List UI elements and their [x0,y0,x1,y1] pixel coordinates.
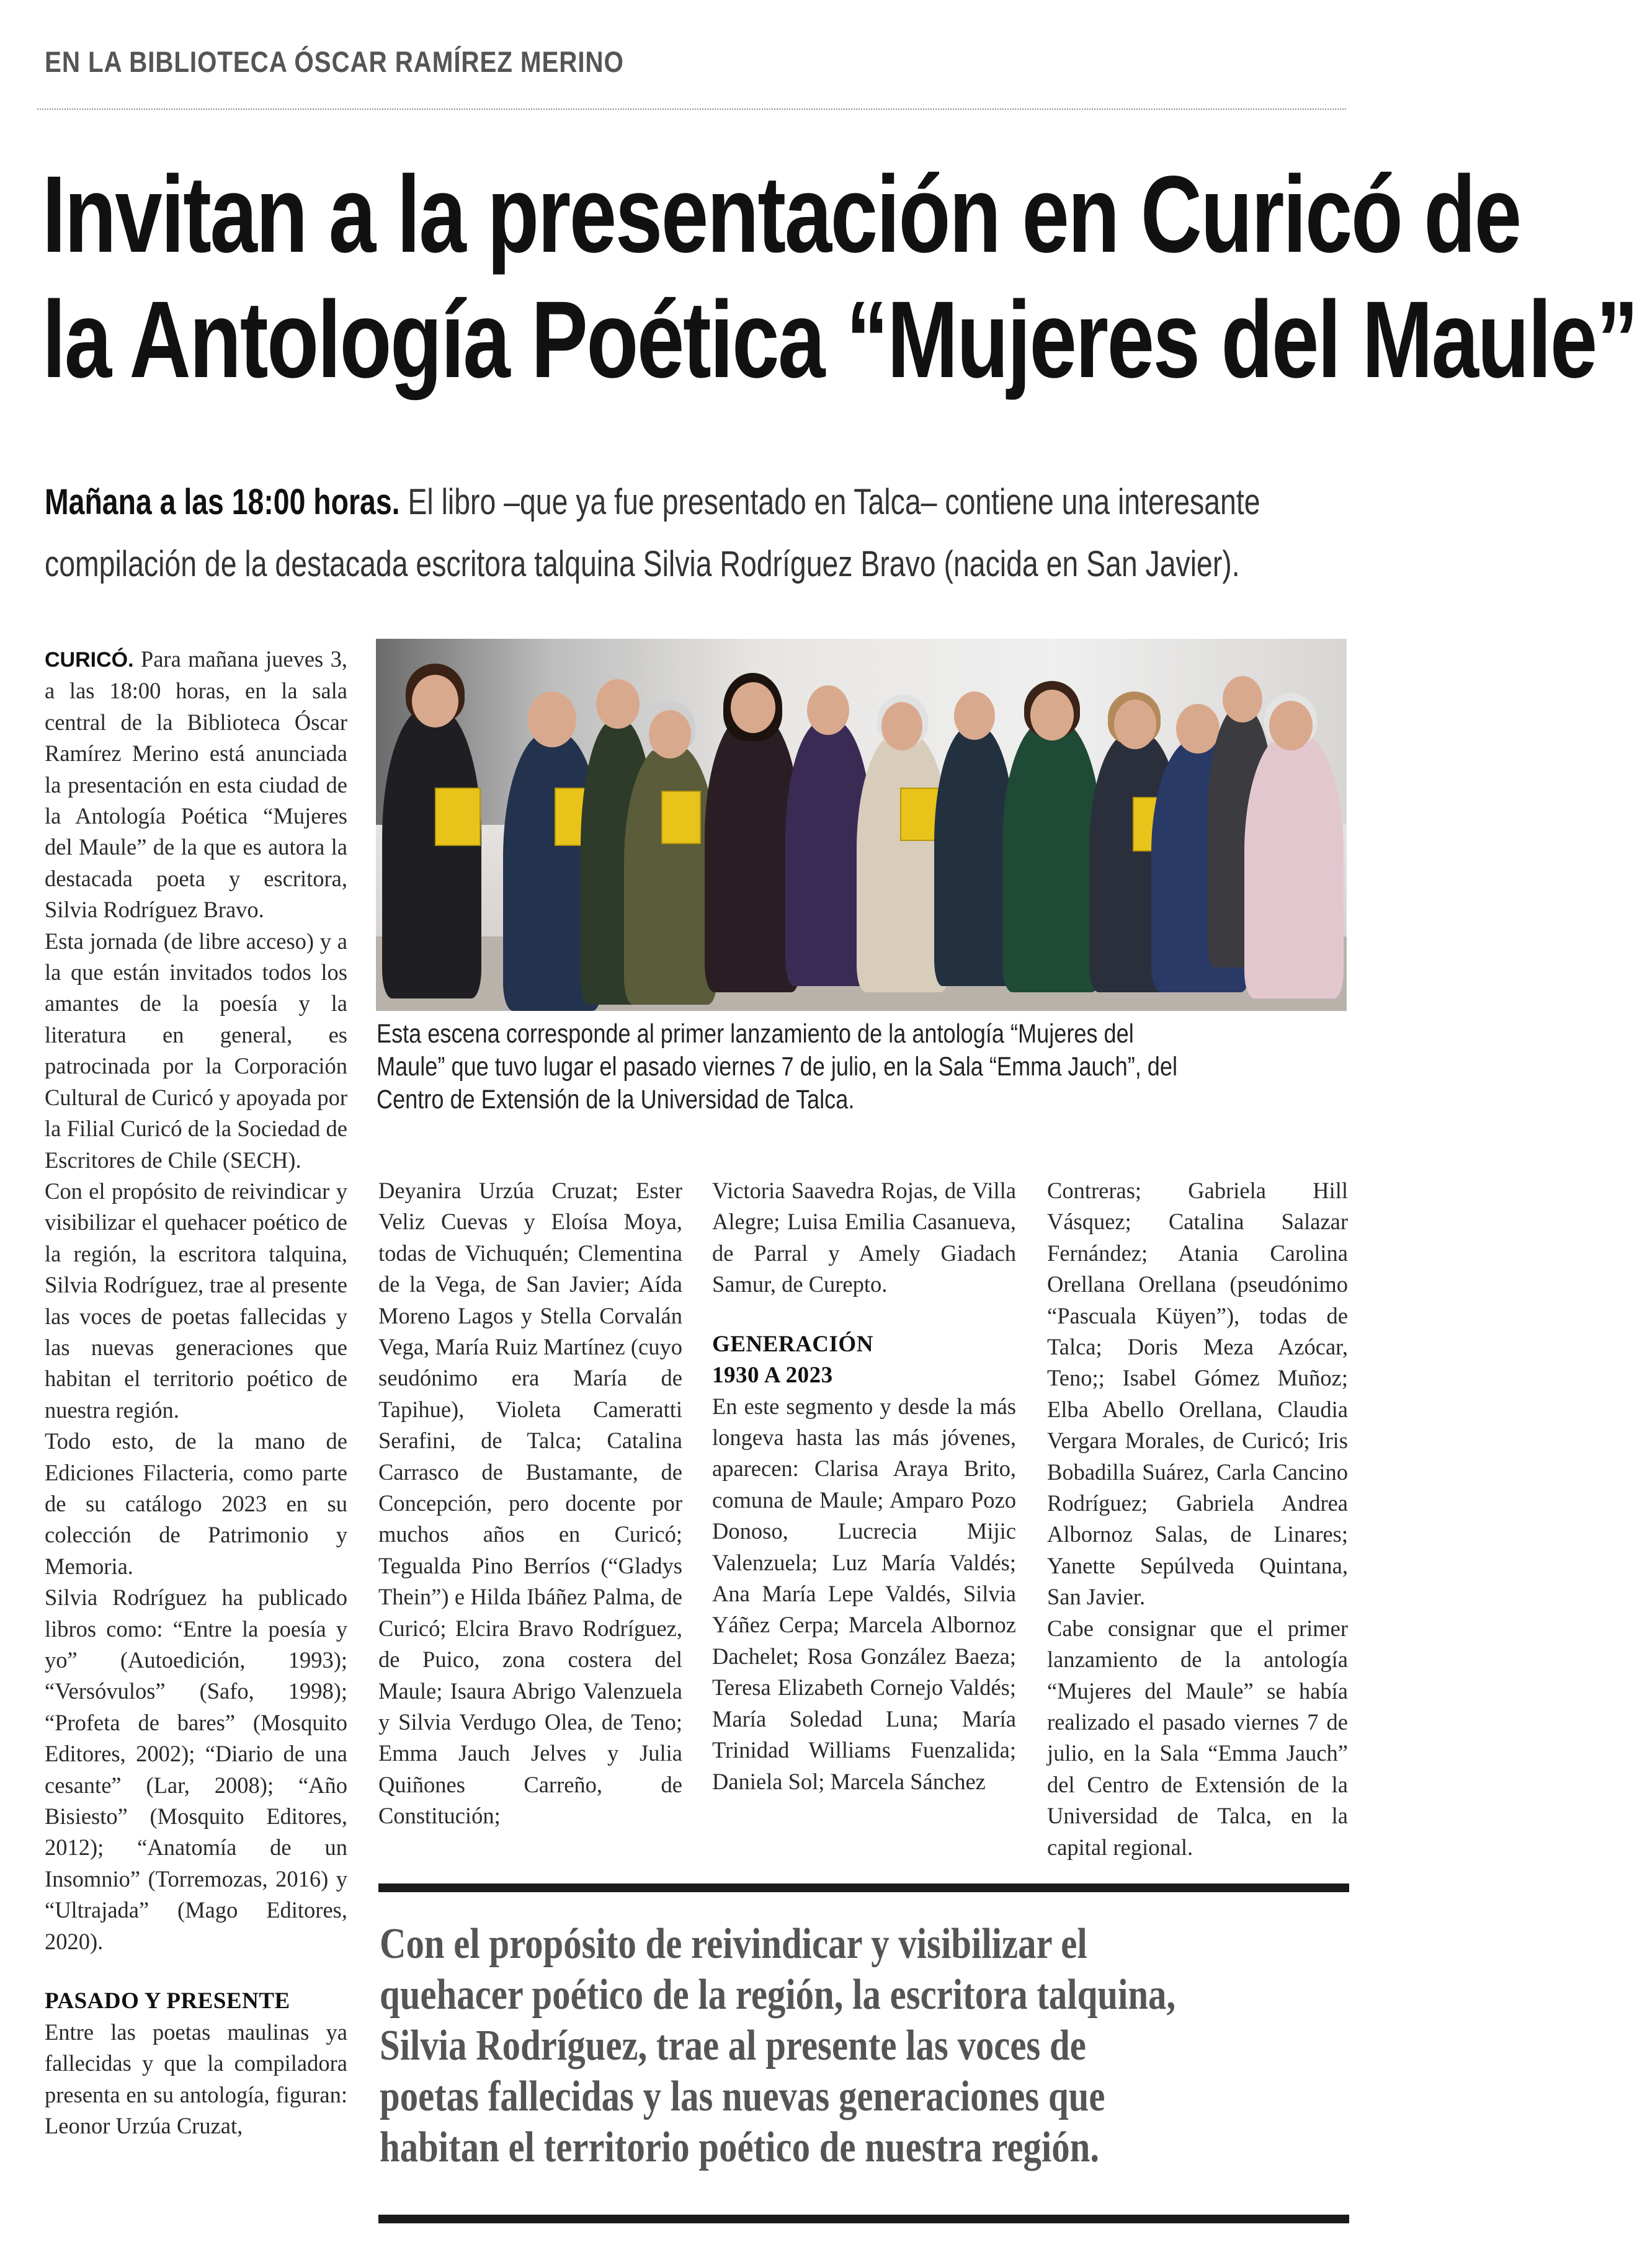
person-head [731,682,775,733]
headline-line-2: la Antología Poética “Mujeres del Maule” [42,279,1637,401]
article-column-3 [712,1175,1016,1797]
pullquote-line: quehacer poético de la región, la escritora talquina, [380,1971,1176,2019]
book-cover [435,788,481,846]
headline [42,152,1637,402]
person-head [412,675,458,727]
paragraph: Esta jornada (de libre acceso) y a la que están invitados todos los amantes de la poesía y la literatura en general, es patrocinada por la Corporación Cultural de Curicó y apoyada por la Filial Curicó de la Sociedad de Escritores de Chile (SECH). [45,928,347,1173]
headline-line-1: Invitan a la presentación en Curicó de [42,154,1520,275]
person-head [1223,676,1262,723]
pullquote-line: poetas fallecidas y las nuevas generaciones que [380,2073,1105,2120]
paragraph: Contreras; Gabriela Hill Vásquez; Catalina Salazar Fernández; Atania Carolina Orellana Orellana (pseudónimo “Pascuala Küyen”), todas de Talca; Doris Meza Azócar, Teno;; Isabel Gómez Muñoz; Elba Abello Orellana, Claudia Vergara Morales, de Curicó; Iris Bobadilla Suárez, Carla Cancino Rodríguez; Gabriela Andrea Albornoz Salas, de Linares; Yanette Sepúlveda Quintana, San Javier. [1047,1178,1348,1610]
pullquote-line: Con el propósito de reivindicar y visibilizar el [380,1920,1087,1968]
article-column-1 [45,644,347,2142]
person-figure [624,744,717,1005]
pullquote-rule-top [378,1883,1349,1892]
dateline: CURICÓ. [45,648,134,672]
lead-text: El libro –que ya fue presentado en Talca– contiene una interesante compilación de la destacada escritora talquina Silvia Rodríguez Bravo (nacida en San Javier). [45,482,1260,584]
lead-bold: Mañana a las 18:00 horas. [45,482,400,522]
person-head [881,702,922,750]
event-photo [376,639,1347,1011]
person-figure [1002,719,1102,992]
person-head [1030,690,1074,740]
paragraph: Todo esto, de la mano de Ediciones Filacteria, como parte de su catálogo 2023 en su colección de Patrimonio y Memoria. [45,1428,347,1579]
pullquote-rule-bottom [378,2215,1349,2223]
paragraph: CURICÓ. Para mañana jueves 3, a las 18:00 horas, en la sala central de la Biblioteca Óscar Ramírez Merino está anunciada la presentación en esta ciudad de la Antología Poética “Mujeres del Maule” de la que es autora la destacada poeta y escritora, Silvia Rodríguez Bravo. [45,646,347,923]
article-column-2 [378,1175,682,1832]
person-head [528,692,576,747]
paragraph: Con el propósito de reivindicar y visibilizar el quehacer poético de la región, la escritora talquina, Silvia Rodríguez, trae al presente las voces de poetas fallecidas y las nuevas generaciones que habitan el territorio poético de nuestra región. [45,1178,347,1423]
subhead-generacion: GENERACIÓN 1930 A 2023 [712,1331,873,1388]
pullquote-line: Silvia Rodríguez, trae al presente las voces de [380,2022,1086,2070]
person-head [807,685,849,735]
paragraph: En este segmento y desde la más longeva hasta las más jóvenes, aparecen: Clarisa Araya Brito, comuna de Maule; Amparo Pozo Donoso, Lucrecia Mijic Valenzuela; Luz María Valdés; Ana María Lepe Valdés, Silvia Yáñez Cerpa; Marcela Albornoz Dachelet; Rosa González Baeza; Teresa Elizabeth Cornejo Valdés; María Soledad Luna; María Trinidad Williams Fuenzalida; Daniela Sol; Marcela Sánchez [712,1393,1016,1794]
person-figure [382,707,481,998]
section-kicker: EN LA BIBLIOTECA ÓSCAR RAMÍREZ MERINO [45,45,624,78]
person-head [596,679,640,729]
person-head [954,692,995,740]
lead-paragraph [45,471,1265,595]
paragraph: Cabe consignar que el primer lanzamiento de la antología “Mujeres del Maule” se había realizado el pasado viernes 7 de julio, en la Sala “Emma Jauch” del Centro de Extensión de la Universidad de Talca, en la capital regional. [1047,1615,1348,1860]
subhead-pasado-y-presente: PASADO Y PRESENTE [45,1988,290,2014]
pullquote-line: habitan el territorio poético de nuestra región. [380,2123,1100,2171]
book-cover [661,791,701,844]
paragraph: Victoria Saavedra Rojas, de Villa Alegre; Luisa Emilia Casanueva, de Parral y Amely Giadach Samur, de Curepto. [712,1178,1016,1297]
paragraph: Entre las poetas maulinas ya fallecidas y que la compiladora presenta en su antología, figuran: Leonor Urzúa Cruzat, [45,2019,347,2139]
top-divider [37,109,1346,110]
person-head [649,710,691,758]
article-column-4 [1047,1175,1348,1863]
pullquote [380,1919,1213,2173]
paragraph: Deyanira Urzúa Cruzat; Ester Veliz Cuevas y Eloísa Moya, todas de Vichuquén; Clementina de la Vega, de San Javier; Aída Moreno Lagos y Stella Corvalán Vega, María Ruiz Martínez (cuyo seudónimo era María de Tapihue), Violeta Cameratti Serafini, de Talca; Catalina Carrasco de Bustamante, de Concepción, pero docente por muchos años en Curicó; Tegualda Pino Berríos (“Gladys Thein”) e Hilda Ibáñez Palma, de Curicó; Elcira Bravo Rodríguez, de Puico, zona costera del Maule; Isaura Abrigo Valenzuela y Silvia Verdugo Olea, de Teno; Emma Jauch Jelves y Julia Quiñones Carreño, de Constitución; [378,1178,682,1829]
person-head [1176,704,1220,754]
paragraph: Silvia Rodríguez ha publicado libros como: “Entre la poesía y yo” (Autoedición, 1993); “Versóvulos” (Safo, 1998); “Profeta de bares” (Mosquito Editores, 2002); “Diario de una cesante” (Lar, 2008); “Año Bisiesto” (Mosquito Editores, 2012); “Anatomía de un Insomnio” (Torremozas, 2016) y “Ultrajada” (Mago Editores, 2020). [45,1585,347,1954]
person-figure [1244,732,1344,998]
person-head [1114,700,1156,749]
person-head [1269,701,1313,750]
photo-caption: Esta escena corresponde al primer lanzamiento de la antología “Mujeres del Maule” que tuvo lugar el pasado viernes 7 de julio, en la Sala “Emma Jauch”, del Centro de Extensión de la Universidad de Talca. [377,1019,1178,1114]
